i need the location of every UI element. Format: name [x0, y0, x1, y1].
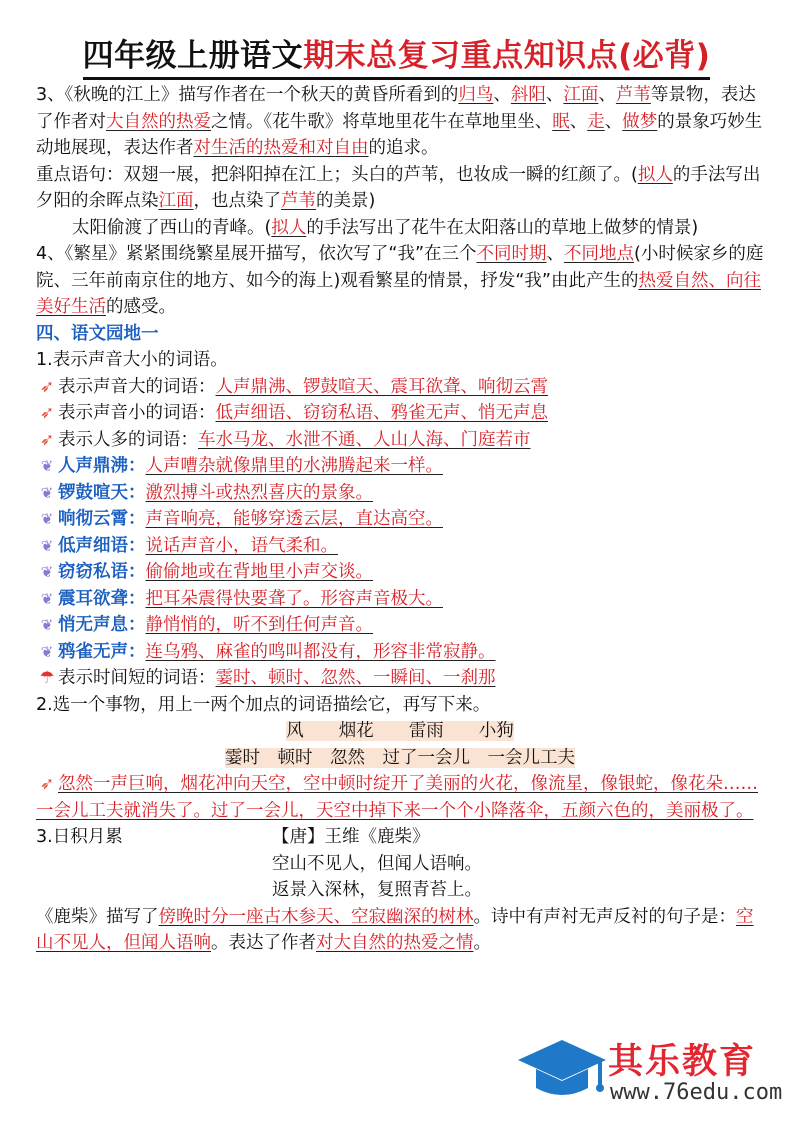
key-sentence-key-2: 江面: [158, 191, 194, 211]
lavender-icon: ❦: [40, 589, 54, 608]
definition-term: 窃窃私语：: [58, 562, 146, 582]
page-title: [83, 30, 711, 80]
key-sentence-2-text-2: 的手法写出了花牛在太阳落山的草地上做梦的情景): [306, 217, 699, 238]
poem-title: 【唐】王维《鹿柴》: [272, 827, 430, 847]
definition-text: 说话声音小，语气柔和。: [145, 535, 338, 556]
definition-term: 人声鼎沸：: [58, 456, 146, 476]
lavender-icon: ❦: [40, 510, 54, 528]
definition-term: 低声细语：: [58, 535, 146, 556]
definition-text: 静悄悄的，听不到任何声音。: [145, 615, 373, 635]
poem-comment-key-2: 空山不见人，但闻人语响: [36, 906, 754, 953]
title-part1: 四年级上册语文: [82, 38, 304, 74]
poem-line-2: 返景入深林，复照青苔上。: [272, 880, 482, 900]
definition-row: [36, 586, 764, 613]
s3-key-5: 大自然的热爱: [106, 111, 211, 132]
brand-logo: [508, 1030, 790, 1116]
section-4: [36, 241, 764, 321]
time-words: 霎时、顿时、忽然、一瞬间、一刹那: [215, 668, 496, 688]
key-sentence-text-1: 重点语句：双翅一展，把斜阳掉在江上；头白的芦苇，也妆成一瞬的红颜了。(: [36, 164, 638, 185]
quiet-words: 低声细语、窃窃私语、鸦雀无声、悄无声息: [215, 403, 548, 423]
loud-words: 人声鼎沸、锣鼓喧天、震耳欲聋、响彻云霄: [215, 376, 548, 397]
definition-text: 激烈搏斗或热烈喜庆的景象。: [145, 482, 373, 503]
paper-plane-icon: ➶: [39, 774, 55, 794]
s4-text-1: 4、《繁星》紧紧围绕繁星展开描写，依次写了“我”在三个: [36, 244, 477, 264]
brand-url: www.76edu.com: [610, 1080, 783, 1105]
paper-plane-icon: ➶: [39, 403, 55, 423]
s3-text-2: 等景物，表达了作者对: [36, 85, 756, 132]
key-sentence: [36, 162, 764, 215]
key-sentence-text-2: 的手法写出夕阳的余晖点染: [36, 164, 761, 211]
poem-header-row: [36, 824, 764, 851]
brand-name: 其乐教育: [608, 1042, 757, 1082]
definition-term: 震耳欲聋：: [58, 588, 146, 609]
things-text: 风 烟花 雷雨 小狗: [286, 721, 514, 741]
poem-line-1: 空山不见人，但闻人语响。: [272, 853, 482, 874]
section-3: [36, 82, 764, 162]
s3-key-3: 江面: [563, 85, 599, 105]
loud-label: 表示声音大的词语：: [58, 376, 216, 397]
sep: 、: [546, 244, 565, 264]
s3-key-2: 斜阳: [510, 85, 546, 105]
poem-comment-key-3: 对大自然的热爱之情: [316, 933, 474, 953]
question-3: 3.日积月累: [36, 827, 123, 847]
definition-term: 悄无声息：: [58, 615, 146, 635]
timewords-list: [36, 745, 764, 772]
poem-comment-key-1: 傍晚时分一座古木参天、空寂幽深的树林: [158, 906, 474, 927]
definition-row: [36, 559, 764, 586]
graduation-cap-icon: [516, 1036, 608, 1106]
s3-key-4: 芦苇: [615, 85, 651, 105]
key-sentence-2: [36, 215, 764, 242]
sep: 、: [493, 85, 511, 105]
s4-key-3: 热爱自然、向往美好生活: [36, 270, 761, 317]
definition-row: [36, 506, 764, 533]
lavender-icon: ❦: [40, 616, 54, 634]
things-list: [36, 718, 764, 745]
sep: 、: [604, 111, 623, 132]
s3-key-1: 归鸟: [458, 85, 494, 105]
s4-key-2: 不同地点: [564, 244, 635, 264]
essay: [36, 771, 764, 824]
s3-key-8: 做梦: [622, 111, 658, 132]
key-sentence-text-4: 的美景): [316, 191, 376, 211]
definition-text: 人声嘈杂就像鼎里的水沸腾起来一样。: [145, 456, 443, 476]
s3-key-9: 对生活的热爱和对自由: [193, 138, 369, 158]
definition-text: 连乌鸦、麻雀的鸣叫都没有，形容非常寂静。: [145, 641, 496, 662]
sep: 、: [598, 85, 616, 105]
key-sentence-2-text-1: 太阳偷渡了西山的青峰。(: [72, 217, 272, 238]
definition-row: [36, 453, 764, 480]
lavender-icon: ❦: [40, 563, 54, 581]
s3-text-1: 3、《秋晚的江上》描写作者在一个秋天的黄昏所看到的: [36, 85, 459, 105]
title-part2: 期末总复习重点知识点(必背): [303, 38, 711, 74]
key-sentence-key-3: 芦苇: [281, 191, 316, 211]
definition-text: 偷偷地或在背地里小声交谈。: [145, 562, 373, 582]
loud-words-row: [36, 374, 764, 401]
s4-text-2: (小时候家乡的庭院、三年前南京住的地方、如今的海上)观看繁星的情景，抒发“我”由此产生的: [36, 244, 764, 291]
s3-key-6: 眠: [552, 111, 570, 132]
definition-text: 把耳朵震得快要聋了。形容声音极大。: [145, 588, 443, 609]
poem-comment-text-1: 《鹿柴》描写了: [36, 906, 159, 927]
quiet-words-row: [36, 400, 764, 427]
key-sentence-text-3: ，也点染了: [193, 191, 281, 211]
definition-row: [36, 480, 764, 507]
poem-comment-text-3: 。表达了作者: [211, 933, 316, 953]
key-sentence-2-key: 拟人: [271, 217, 307, 238]
key-sentence-key-1: 拟人: [637, 164, 673, 185]
definition-term: 锣鼓喧天：: [58, 482, 146, 503]
definition-row: [36, 533, 764, 560]
sep: 、: [545, 85, 564, 105]
definition-term: 鸦雀无声：: [58, 641, 146, 662]
s4-text-3: 的感受。: [106, 297, 176, 317]
s4-key-1: 不同时期: [476, 244, 547, 264]
sep: 、: [569, 111, 588, 132]
poem-comment-text-2: 。诗中有声衬无声反衬的句子是：: [473, 906, 736, 927]
title-block: [0, 30, 793, 80]
lavender-icon: ❦: [40, 457, 54, 475]
poem-comment-text-4: 。: [473, 933, 491, 953]
time-label: 表示时间短的词语：: [58, 668, 216, 688]
crowd-label: 表示人多的词语：: [58, 429, 198, 450]
crowd-words: 车水马龙、水泄不通、人山人海、门庭若市: [198, 429, 531, 450]
question-2: 2.选一个事物，用上一两个加点的词语描绘它，再写下来。: [36, 694, 491, 715]
time-words-row: [36, 665, 764, 692]
definition-row: [36, 639, 764, 666]
definition-row: [36, 612, 764, 639]
s3-text-5: 的追求。: [368, 138, 439, 158]
question-1: 1.表示声音大小的词语。: [36, 350, 228, 370]
section-heading: 四、语文园地一: [36, 323, 159, 344]
lavender-icon: ❦: [40, 642, 54, 661]
content: [36, 82, 764, 957]
essay-text: 忽然一声巨响，烟花冲向天空，空中顿时绽开了美丽的火花，像流星，像银蛇，像花朵……一会儿工夫就消失了。过了一会儿，天空中掉下来一个个小降落伞，五颜六色的，美丽极了。: [36, 774, 758, 821]
definition-term: 响彻云霄：: [58, 509, 146, 529]
definitions-list: [36, 453, 764, 665]
paper-plane-icon: ➶: [39, 429, 55, 450]
definition-text: 声音响亮，能够穿透云层，直达高空。: [145, 509, 443, 529]
poem-comment: [36, 904, 764, 957]
timewords-text: 霎时 顿时 忽然 过了一会儿 一会儿工夫: [225, 747, 575, 768]
paper-plane-icon: ➶: [39, 376, 55, 397]
lavender-icon: ❦: [40, 483, 54, 502]
crowd-words-row: [36, 427, 764, 454]
lavender-icon: ❦: [40, 536, 54, 555]
s3-key-7: 走: [587, 111, 605, 132]
s3-text-3: 之情。《花牛歌》将草地里花牛在草地里坐、: [211, 111, 553, 132]
s3-text-4: 的景象巧妙生动地展现，表达作者: [36, 111, 763, 158]
umbrella-icon: ☂: [39, 668, 55, 688]
quiet-label: 表示声音小的词语：: [58, 403, 216, 423]
